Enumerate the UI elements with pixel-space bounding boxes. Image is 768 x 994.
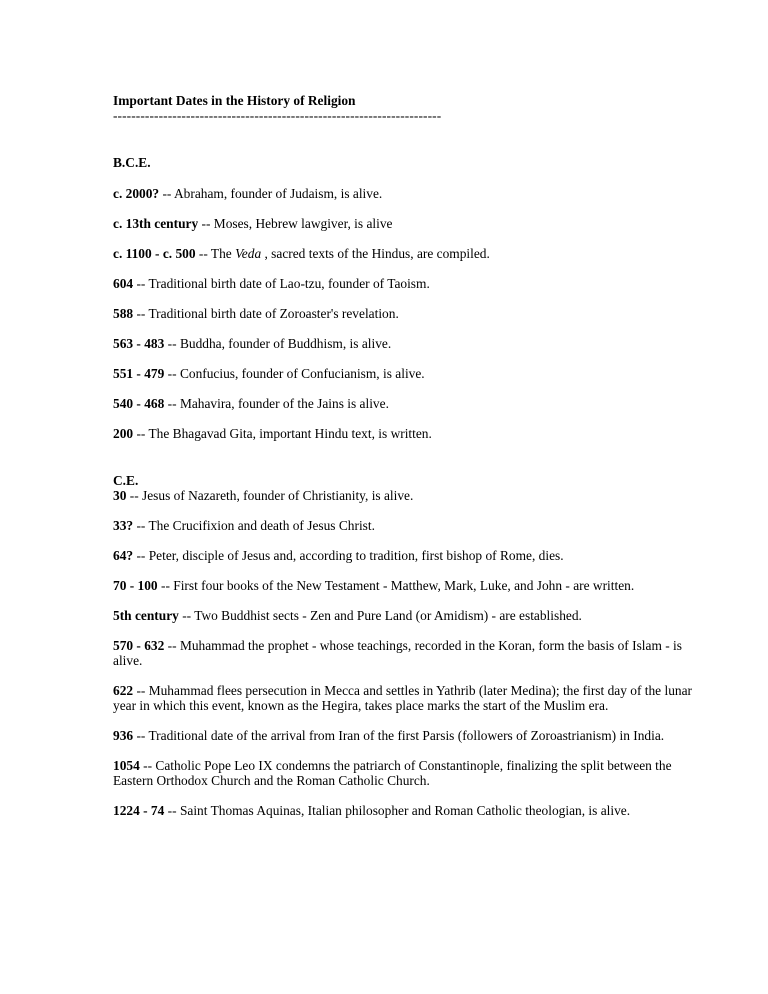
section-heading-ce: C.E.	[113, 473, 139, 488]
timeline-entry	[113, 396, 693, 411]
entry-text: -- Confucius, founder of Confucianism, is alive.	[164, 366, 425, 381]
entry-text: , sacred texts of the Hindus, are compiled.	[261, 246, 490, 261]
entry-text: -- Saint Thomas Aquinas, Italian philosopher and Roman Catholic theologian, is alive.	[164, 803, 631, 818]
entry-date: 30	[113, 488, 127, 503]
timeline-entry	[113, 366, 693, 381]
entry-text: -- Muhammad the prophet - whose teachings, recorded in the Koran, form the basis of Islam - is alive.	[113, 638, 682, 668]
entry-date: 570 - 632	[113, 638, 165, 653]
entry-text: -- Muhammad flees persecution in Mecca and settles in Yathrib (later Medina); the first day of the lunar year in which this event, known as the Hegira, takes place marks the start of the Muslim era.	[113, 683, 692, 713]
entry-text-pre: -- The	[195, 246, 236, 261]
timeline-entry	[113, 488, 693, 503]
entry-date: 604	[113, 276, 134, 291]
entry-date: 33?	[113, 518, 134, 533]
entry-date: 936	[113, 728, 134, 743]
timeline-entry	[113, 578, 693, 593]
timeline-entry	[113, 638, 693, 668]
timeline-entry	[113, 246, 693, 261]
entry-date: 1224 - 74	[113, 803, 165, 818]
document-page	[113, 93, 693, 818]
entry-text: -- Mahavira, founder of the Jains is alive.	[164, 396, 389, 411]
entry-date: c. 2000?	[113, 186, 160, 201]
timeline-entry	[113, 608, 693, 623]
entry-date: 200	[113, 426, 134, 441]
entry-text: -- Two Buddhist sects - Zen and Pure Land (or Amidism) - are established.	[178, 608, 582, 623]
entry-date: c. 13th century	[113, 216, 199, 231]
entry-date: 551 - 479	[113, 366, 165, 381]
entry-text: -- Abraham, founder of Judaism, is alive.	[159, 186, 383, 201]
entry-date: 1054	[113, 758, 140, 773]
timeline-entry	[113, 186, 693, 201]
entry-text: -- First four books of the New Testament - Matthew, Mark, Luke, and John - are written.	[157, 578, 635, 593]
entry-text: -- The Bhagavad Gita, important Hindu text, is written.	[133, 426, 432, 441]
entry-date: 5th century	[113, 608, 179, 623]
entry-date: 70 - 100	[113, 578, 158, 593]
timeline-entry	[113, 426, 693, 441]
entry-text: -- Moses, Hebrew lawgiver, is alive	[198, 216, 393, 231]
timeline-entry	[113, 306, 693, 321]
entry-text: -- Jesus of Nazareth, founder of Christianity, is alive.	[126, 488, 414, 503]
timeline-entry	[113, 216, 693, 231]
timeline-entry	[113, 683, 693, 713]
entry-date: 540 - 468	[113, 396, 165, 411]
entry-date: 622	[113, 683, 134, 698]
entry-date: c. 1100 - c. 500	[113, 246, 196, 261]
entry-date: 588	[113, 306, 134, 321]
entry-italic-title: Veda	[235, 246, 262, 261]
timeline-entry	[113, 803, 693, 818]
timeline-entry	[113, 336, 693, 351]
entry-text: -- Traditional birth date of Zoroaster's revelation.	[133, 306, 399, 321]
entry-text: -- Traditional date of the arrival from Iran of the first Parsis (followers of Zoroastrianism) in India.	[133, 728, 665, 743]
entry-text: -- Catholic Pope Leo IX condemns the patriarch of Constantinople, finalizing the split between the Eastern Orthodox Church and the Roman Catholic Church.	[113, 758, 672, 788]
section-heading-bce: B.C.E.	[113, 155, 151, 170]
timeline-entry	[113, 758, 693, 788]
timeline-entry	[113, 728, 693, 743]
entry-date: 64?	[113, 548, 134, 563]
timeline-entry	[113, 548, 693, 563]
entry-text: -- Traditional birth date of Lao-tzu, founder of Taoism.	[133, 276, 430, 291]
timeline-entry	[113, 276, 693, 291]
entry-text: -- Peter, disciple of Jesus and, according to tradition, first bishop of Rome, dies.	[133, 548, 564, 563]
entry-date: 563 - 483	[113, 336, 165, 351]
entry-text: -- Buddha, founder of Buddhism, is alive.	[164, 336, 392, 351]
entry-text: -- The Crucifixion and death of Jesus Christ.	[133, 518, 375, 533]
horizontal-rule: ------------------------------------------------------------------------	[113, 108, 442, 123]
timeline-entry	[113, 518, 693, 533]
document-title: Important Dates in the History of Religion	[113, 93, 356, 108]
